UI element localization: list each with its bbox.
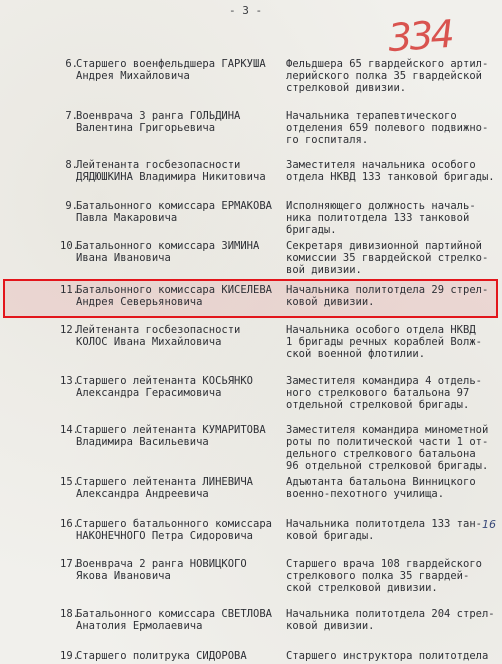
entry-position: Старшего инструктора политотдела [286, 650, 489, 662]
entry-name: Лейтенанта госбезопасности КОЛОС Ивана Михайловича [76, 324, 241, 348]
entry-position: Начальника политотдела 29 стрел- ковой дивизии. [286, 284, 489, 308]
entry-number: 19. [60, 650, 79, 662]
entry-position: Фельдшера 65 гвардейского артил- лерийского полка 35 гвардейской стрелковой дивизии. [286, 58, 489, 94]
entry-position: Адъютанта батальона Винницкого военно-пехотного училища. [286, 476, 476, 500]
entry-position: Исполняющего должность началь- ника политотдела 133 танковой бригады. [286, 200, 476, 236]
entry-name: Лейтенанта госбезопасности ДЯДЮШКИНА Владимира Никитовича [76, 159, 266, 183]
entry-number: 12. [60, 324, 79, 336]
entry-name: Старшего военфельдшера ГАРКУША Андрея Михайловича [76, 58, 266, 82]
entry-name: Старшего батальонного комиссара НАКОНЕЧНОГО Петра Сидоровича [76, 518, 272, 542]
entry-name: Военврача 3 ранга ГОЛЬДИНА Валентина Григорьевича [76, 110, 241, 134]
archive-page-number: 334 [386, 11, 453, 61]
entry-position: Заместителя начальника особого отдела НКВД 133 танковой бригады. [286, 159, 495, 183]
entry-name: Старшего политрука СИДОРОВА [76, 650, 247, 662]
entry-number: 6. [65, 58, 78, 70]
entry-number: 17. [60, 558, 79, 570]
entry-position: Заместителя командира минометной роты по политической части 1 от- дельного стрелкового батальона 96 отдельной стрелковой бригады. [286, 424, 489, 472]
entry-number: 7. [65, 110, 78, 122]
entry-position: Начальника политотдела 133 тан- ковой бригады. [286, 518, 482, 542]
entry-position: Начальника особого отдела НКВД 1 бригады речных кораблей Волж- ской военной флотилии. [286, 324, 482, 360]
entry-name: Старшего лейтенанта КОСЬЯНКО Александра Герасимовича [76, 375, 254, 399]
entry-name: Батальонного комиссара ЕРМАКОВА Павла Макаровича [76, 200, 272, 224]
entry-position: Начальника политотдела 204 стрел- ковой дивизии. [286, 608, 495, 632]
entry-position: Секретаря дивизионной партийной комиссии 35 гвардейской стрелко- вой дивизии. [286, 240, 489, 276]
entry-number: 18. [60, 608, 79, 620]
margin-handwritten-note: 16 [482, 518, 496, 531]
entry-number: 11. [60, 284, 79, 296]
entry-name: Батальонного комиссара КИСЕЛЕВА Андрея Северьяновича [76, 284, 272, 308]
entry-name: Батальонного комиссара СВЕТЛОВА Анатолия Ермолаевича [76, 608, 272, 632]
entry-name: Старшего лейтенанта ЛИНЕВИЧА Александра Андреевича [76, 476, 254, 500]
entry-name: Военврача 2 ранга НОВИЦКОГО Якова Ивановича [76, 558, 247, 582]
entry-number: 13. [60, 375, 79, 387]
entry-number: 9. [65, 200, 78, 212]
entry-number: 16. [60, 518, 79, 530]
entry-number: 14. [60, 424, 79, 436]
entry-number: 15. [60, 476, 79, 488]
page-number: - 3 - [229, 4, 263, 17]
entry-position: Начальника терапевтического отделения 659 полевого подвижно- го госпиталя. [286, 110, 489, 146]
entry-position: Заместителя командира 4 отдель- ного стрелкового батальона 97 отдельной стрелковой бригады. [286, 375, 482, 411]
entry-number: 10. [60, 240, 79, 252]
entry-position: Старшего врача 108 гвардейского стрелкового полка 35 гвардей- ской стрелковой дивизии. [286, 558, 482, 594]
entry-name: Батальонного комиссара ЗИМИНА Ивана Ивановича [76, 240, 260, 264]
entry-name: Старшего лейтенанта КУМАРИТОВА Владимира Васильевича [76, 424, 266, 448]
entry-number: 8. [65, 159, 78, 171]
